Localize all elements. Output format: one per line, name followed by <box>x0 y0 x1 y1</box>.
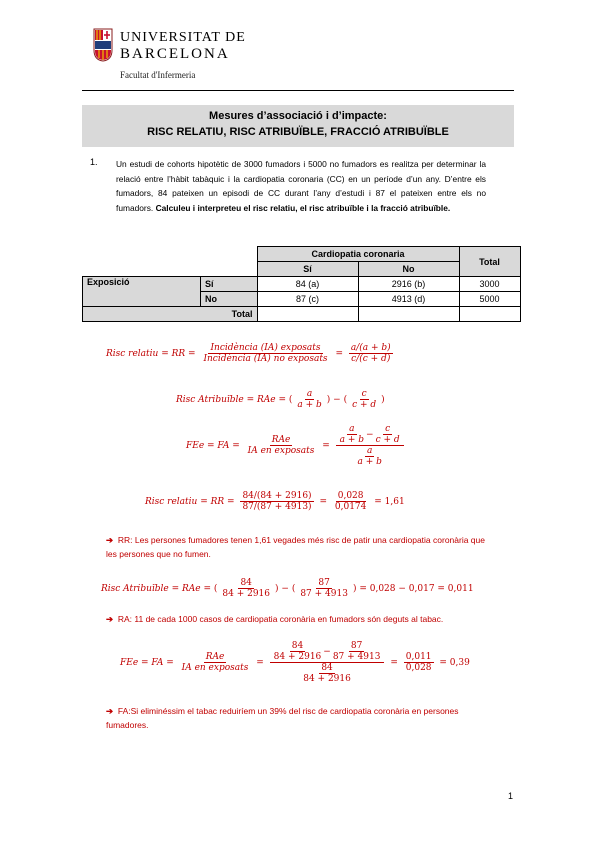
fa-calc-r-num: 0,011 <box>405 652 432 662</box>
ra-calc-lhs: Risc Atribuïble = RAe = <box>101 584 211 594</box>
table-header-total: Total <box>459 247 520 277</box>
table-cell-row1-total: 3000 <box>459 277 520 292</box>
ra-calc-d1: 84 + 2916 <box>222 589 270 599</box>
rr-def-lhs: Risc relatiu = RR = <box>106 349 196 359</box>
ra-calc-d2: 87 + 4913 <box>300 589 348 599</box>
formula-rr-calculation: Risc relatiu = RR = $\frac{84/(84 + 2916)}{87/(87 + 4913)}$ = $\frac{0,028}{0,0174}$ = 1,61 <box>145 491 405 512</box>
ra-result: = 0,028 − 0,017 = 0,011 <box>359 584 474 594</box>
rr-def-num2: a/(a + b) <box>350 343 391 353</box>
fa-def-ab2: a + b <box>357 457 382 467</box>
ra-def-ab: a + b <box>297 400 322 410</box>
university-line2: BARCELONA <box>120 46 230 62</box>
fa-result: = 0,39 <box>439 658 470 668</box>
arrow-right-icon: ➔ <box>106 614 114 624</box>
fa-calc-n2: 87 <box>350 641 363 651</box>
rr-def-num: Incidència (IA) exposats <box>210 343 321 353</box>
table-header-si: Sí <box>257 262 358 277</box>
table-header-group: Cardiopatia coronaria <box>257 247 459 262</box>
table-cell-b: 2916 (b) <box>358 277 459 292</box>
question-text <box>116 157 486 215</box>
ra-calc-n2: 87 <box>318 578 330 588</box>
formula-ra-calculation: Risc Atribuïble = RAe = ( $\frac{84}{84 + 2916}$ ) − ( $\frac{87}{87 + 4913}$ ) = 0,028 − 0,017 = 0,011 <box>101 578 474 599</box>
fa-def-a2: a <box>366 446 373 456</box>
ra-def-a: a <box>306 389 313 399</box>
formula-fa-definition: FEe = FA = $\frac{\text{RAe}}{\text{IA en exposats}}$ = $\frac{a}{a + b}$ − $\frac{c}{c + d}$ $\frac{a}{a + b}$ <box>186 424 407 467</box>
rr-calc-num2: 0,028 <box>337 491 364 501</box>
bullet-ra <box>106 612 506 626</box>
table-header-no: No <box>358 262 459 277</box>
bullet-rr-text: RR: Les persones fumadores tenen 1,61 vegades més risc de patir una cardiopatia coronària que les persones que no fumen. <box>106 535 485 559</box>
fa-calc-r-den: 0,028 <box>405 663 432 673</box>
university-line1: UNIVERSITAT DE <box>120 30 246 45</box>
contingency-table <box>82 246 521 322</box>
faculty-name: Facultat d'Infermeria <box>120 70 196 80</box>
fa-def-num: RAe <box>271 435 291 445</box>
bullet-fa <box>106 704 496 732</box>
formula-fa-calculation: FEe = FA = $\frac{\text{RAe}}{\text{IA en exposats}}$ = $\frac{84}{84 + 2916}$ − $\frac{87}{87 + 4913}$ $\frac{84}{84 + 2916}$ = $\frac{0,011}{0,028}$ = 0,39 <box>120 641 470 684</box>
ra-calc-n1: 84 <box>240 578 252 588</box>
fa-def-a: a <box>349 424 355 434</box>
rr-calc-num: 84/(84 + 2916) <box>242 491 312 501</box>
fa-def-den: IA en exposats <box>247 446 315 456</box>
question-task: Calculeu i interpreteu el risc relatiu, el risc atribuïble i la fracció atribuïble. <box>155 202 451 213</box>
table-row1-label: Sí <box>201 277 258 292</box>
fa-calc-d3: 84 + 2916 <box>303 674 351 684</box>
bullet-rr <box>106 533 496 561</box>
ra-def-minus: − <box>333 395 341 405</box>
fa-def-cd: c + d <box>375 435 400 445</box>
table-row2-label: No <box>201 292 258 307</box>
question-body: Un estudi de cohorts hipotètic de 3000 fumadors i 5000 no fumadors es realitza per determinar la relació entre l’hàbit tabàquic i la cardiopatia coronaria (CC) en un període d’un any. D’entre els fumadors, 84 pateixen un episodi de CC durant l’any d’estudi i 87 el pateixen entre els no fumadors. <box>116 159 486 213</box>
rr-def-den: Incidència (IA) no exposats <box>203 354 328 364</box>
university-name <box>120 30 246 62</box>
fa-calc-d2: 87 + 4913 <box>332 652 381 662</box>
title-box <box>82 105 514 147</box>
table-cell-row2-total: 5000 <box>459 292 520 307</box>
table-row-exposicio: Exposició <box>83 277 201 307</box>
university-shield-icon <box>93 28 113 62</box>
title-line1: Mesures d’associació i d’impacte: <box>209 110 387 122</box>
table-cell-d: 4913 (d) <box>358 292 459 307</box>
bullet-fa-text: FA:Si eliminéssim el tabac reduiríem un 39% del risc de cardiopatia coronària en persones fumadores. <box>106 706 459 730</box>
rr-calc-lhs: Risc relatiu = RR = <box>145 497 235 507</box>
page-number: 1 <box>508 791 514 801</box>
fa-calc-den: IA en exposats <box>181 663 249 673</box>
fa-def-eq: = <box>322 441 330 451</box>
table-total-si <box>257 307 358 322</box>
table-total-no <box>358 307 459 322</box>
table-cell-c: 87 (c) <box>257 292 358 307</box>
fa-calc-n3: 84 <box>321 663 333 673</box>
fa-calc-n1: 84 <box>291 641 304 651</box>
rr-result: = 1,61 <box>374 497 405 507</box>
fa-def-c: c <box>385 424 391 434</box>
formula-rr-definition <box>106 343 396 364</box>
fa-calc-num: RAe <box>205 652 225 662</box>
fa-calc-d1: 84 + 2916 <box>273 652 322 662</box>
header-divider <box>82 90 514 91</box>
question-number: 1. <box>90 157 98 167</box>
ra-def-cd: c + d <box>352 400 377 410</box>
fa-calc-lhs: FEe = FA = <box>120 658 174 668</box>
title-line2: RISC RELATIU, RISC ATRIBUÏBLE, FRACCIÓ ATRIBUÏBLE <box>147 126 449 138</box>
table-total-label: Total <box>83 307 258 322</box>
rr-calc-den2: 0,0174 <box>334 502 367 512</box>
ra-def-lhs: Risc Atribuïble = RAe = <box>176 395 286 405</box>
table-total-total <box>459 307 520 322</box>
formula-ra-definition: Risc Atribuïble = RAe = ( $\frac{a}{a + b}$ ) − ( $\frac{c}{c + d}$ ) <box>176 389 385 410</box>
bullet-ra-text: RA: 11 de cada 1000 casos de cardiopatia coronària en fumadors són deguts al tabac. <box>117 614 444 624</box>
ra-def-c: c <box>361 389 367 399</box>
arrow-right-icon: ➔ <box>106 706 114 716</box>
fa-def-ab: a + b <box>339 435 365 445</box>
rr-def-eq: = <box>335 349 343 359</box>
arrow-right-icon: ➔ <box>106 535 114 545</box>
table-cell-a: 84 (a) <box>257 277 358 292</box>
rr-calc-den: 87/(87 + 4913) <box>242 502 312 512</box>
fa-def-lhs: FEe = FA = <box>186 441 240 451</box>
rr-def-den2: c/(c + d) <box>351 354 391 364</box>
